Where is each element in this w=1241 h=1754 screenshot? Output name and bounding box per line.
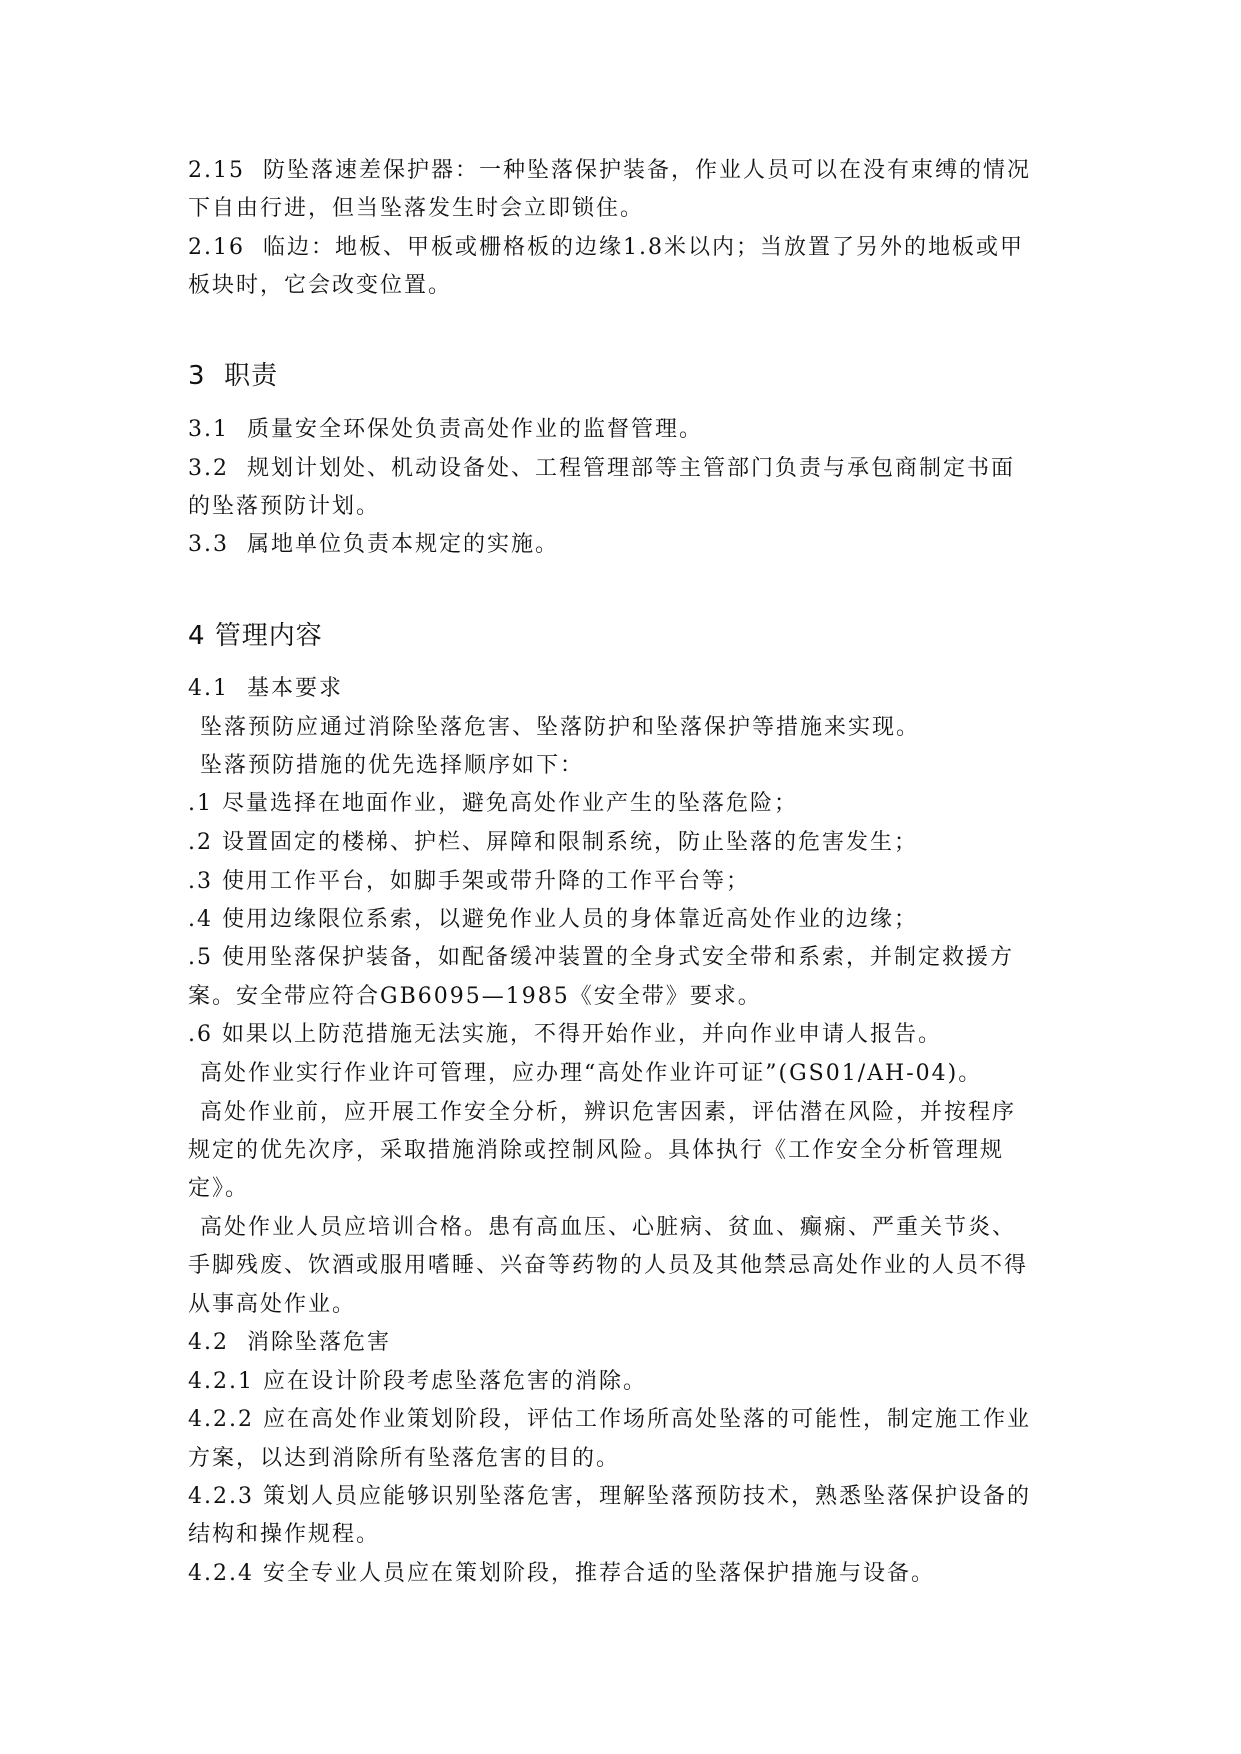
priority-item-5-line-2: 案。安全带应符合GB6095—1985《安全带》要求。 [188,984,762,1009]
priority-item-4: .4 使用边缘限位系索，以避免作业人员的身体靠近高处作业的边缘； [188,907,918,932]
clause-3-2-line-2: 的坠落预防计划。 [188,494,381,519]
basic-requirement-5-line-1: 高处作业人员应培训合格。患有高血压、心脏病、贫血、癫痫、严重关节炎、 [200,1215,1017,1240]
clause-4-2-1: 4.2.1 应在设计阶段考虑坠落危害的消除。 [188,1369,647,1394]
priority-item-2: .2 设置固定的楼梯、护栏、屏障和限制系统，防止坠落的危害发生； [188,830,918,855]
basic-requirement-3: 高处作业实行作业许可管理，应办理“高处作业许可证”(GS01/AH-04)。 [200,1061,983,1086]
section-3-heading: 3 职责 [188,361,279,391]
basic-requirement-4-line-2: 规定的优先次序，采取措施消除或控制风险。具体执行《工作安全分析管理规 [188,1138,1005,1163]
clause-2-16-line-1: 2.16 临边：地板、甲板或栅格板的边缘1.8米以内；当放置了另外的地板或甲 [188,235,1024,260]
clause-4-2-4: 4.2.4 安全专业人员应在策划阶段，推荐合适的坠落保护措施与设备。 [188,1561,935,1586]
basic-requirement-2: 坠落预防措施的优先选择顺序如下： [200,753,585,778]
clause-3-1: 3.1 质量安全环保处负责高处作业的监督管理。 [188,417,703,442]
clause-2-15-line-1: 2.15 防坠落速差保护器：一种坠落保护装备，作业人员可以在没有束缚的情况 [188,158,1031,183]
basic-requirement-4-line-3: 定》。 [188,1176,250,1201]
priority-item-3: .3 使用工作平台，如脚手架或带升降的工作平台等； [188,869,750,894]
clause-4-1: 4.1 基本要求 [188,676,343,701]
clause-4-2-2-line-1: 4.2.2 应在高处作业策划阶段，评估工作场所高处坠落的可能性，制定施工作业 [188,1407,1031,1432]
section-4-heading: 4 管理内容 [188,621,323,651]
clause-4-2-2-line-2: 方案，以达到消除所有坠落危害的目的。 [188,1446,621,1471]
clause-2-16-line-2: 板块时，它会改变位置。 [188,273,453,298]
basic-requirement-1: 坠落预防应通过消除坠落危害、坠落防护和坠落保护等措施来实现。 [200,715,921,740]
priority-item-6: .6 如果以上防范措施无法实施，不得开始作业，并向作业申请人报告。 [188,1022,942,1047]
priority-item-5-line-1: .5 使用坠落保护装备，如配备缓冲装置的全身式安全带和系索，并制定救援方 [188,945,1014,970]
basic-requirement-4-line-1: 高处作业前，应开展工作安全分析，辨识危害因素，评估潜在风险，并按程序 [200,1100,1017,1125]
clause-4-2: 4.2 消除坠落危害 [188,1330,391,1355]
priority-item-1: .1 尽量选择在地面作业，避免高处作业产生的坠落危险； [188,791,798,816]
basic-requirement-5-line-2: 手脚残废、饮酒或服用嗜睡、兴奋等药物的人员及其他禁忌高处作业的人员不得 [188,1253,1029,1278]
clause-2-15-line-2: 下自由行进，但当坠落发生时会立即锁住。 [188,196,645,221]
clause-4-2-3-line-1: 4.2.3 策划人员应能够识别坠落危害，理解坠落预防技术，熟悉坠落保护设备的 [188,1484,1031,1509]
basic-requirement-5-line-3: 从事高处作业。 [188,1292,357,1317]
clause-3-3: 3.3 属地单位负责本规定的实施。 [188,532,559,557]
clause-4-2-3-line-2: 结构和操作规程。 [188,1522,381,1547]
clause-3-2-line-1: 3.2 规划计划处、机动设备处、工程管理部等主管部门负责与承包商制定书面 [188,456,1015,481]
